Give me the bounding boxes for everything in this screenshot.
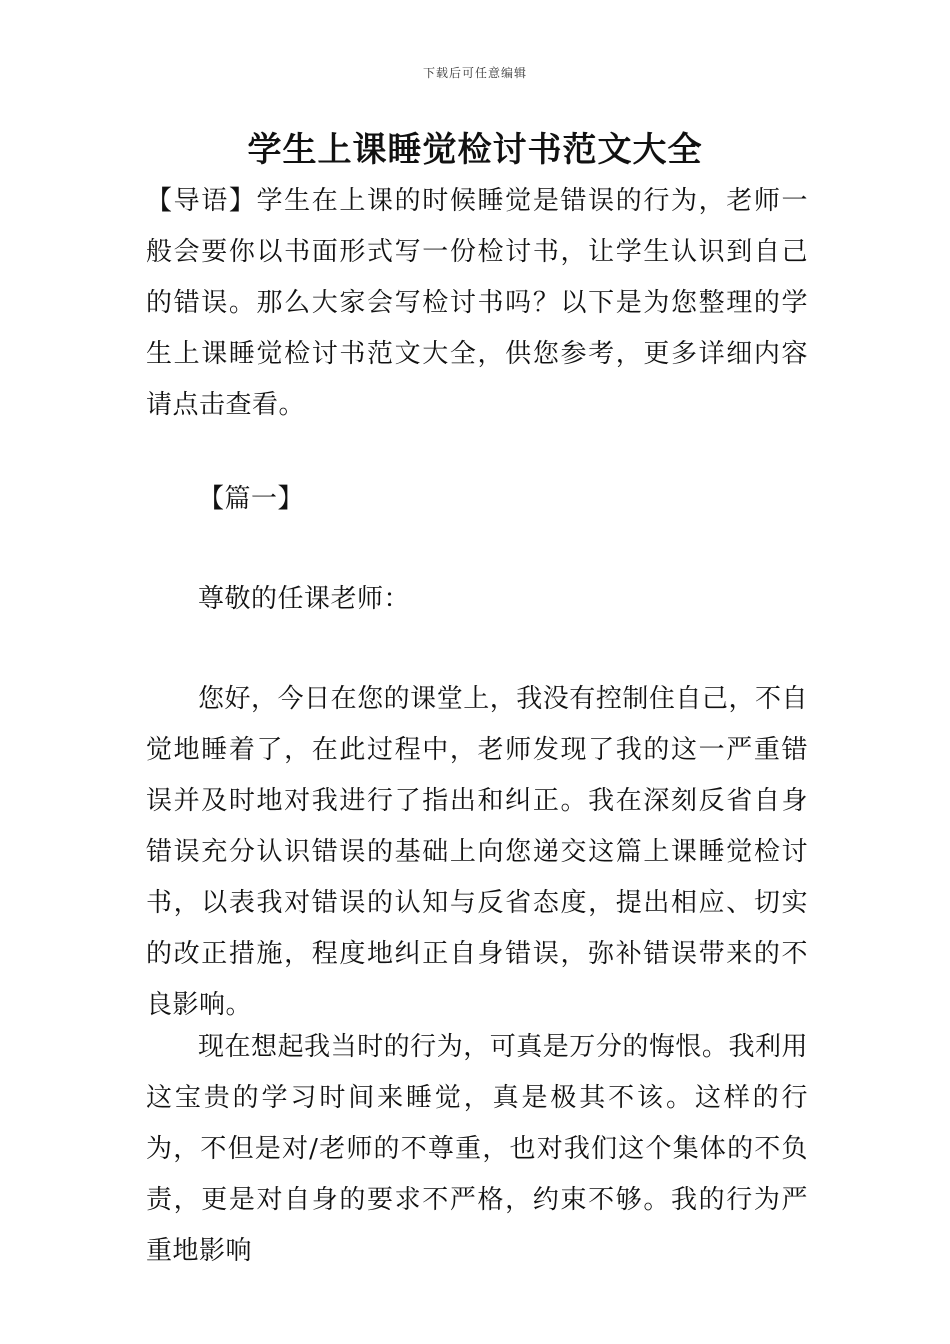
- header-note: 下载后可任意编辑: [422, 66, 527, 80]
- body-paragraph: 您好，今日在您的课堂上，我没有控制住自己，不自觉地睡着了，在此过程中，老师发现了我的这一严重错误并及时地对我进行了指出和纠正。我在深刻反省自身错误充分认识错误的基础上向您递交这篇上课睡觉检讨书，以表我对错误的认知与反省态度，提出相应、切实的改正措施，程度地纠正自身错误，弥补错误带来的不良影响。: [146, 684, 808, 1020]
- document-title: 学生上课睡觉检讨书范文大全: [247, 130, 703, 170]
- section-heading: 【篇一】: [198, 484, 305, 514]
- intro-paragraph: 【导语】学生在上课的时候睡觉是错误的行为，老师一般会要你以书面形式写一份检讨书，让学生认识到自己的错误。那么大家会写检讨书吗？以下是为您整理的学生上课睡觉检讨书范文大全，供您参考，更多详细内容请点击查看。: [146, 186, 808, 420]
- salutation: 尊敬的任课老师：: [198, 584, 411, 614]
- body-paragraph: 现在想起我当时的行为，可真是万分的悔恨。我利用这宝贵的学习时间来睡觉，真是极其不该。这样的行为，不但是对/老师的不尊重，也对我们这个集体的不负责，更是对自身的要求不严格，约束不够。我的行为严重地影响: [146, 1032, 808, 1266]
